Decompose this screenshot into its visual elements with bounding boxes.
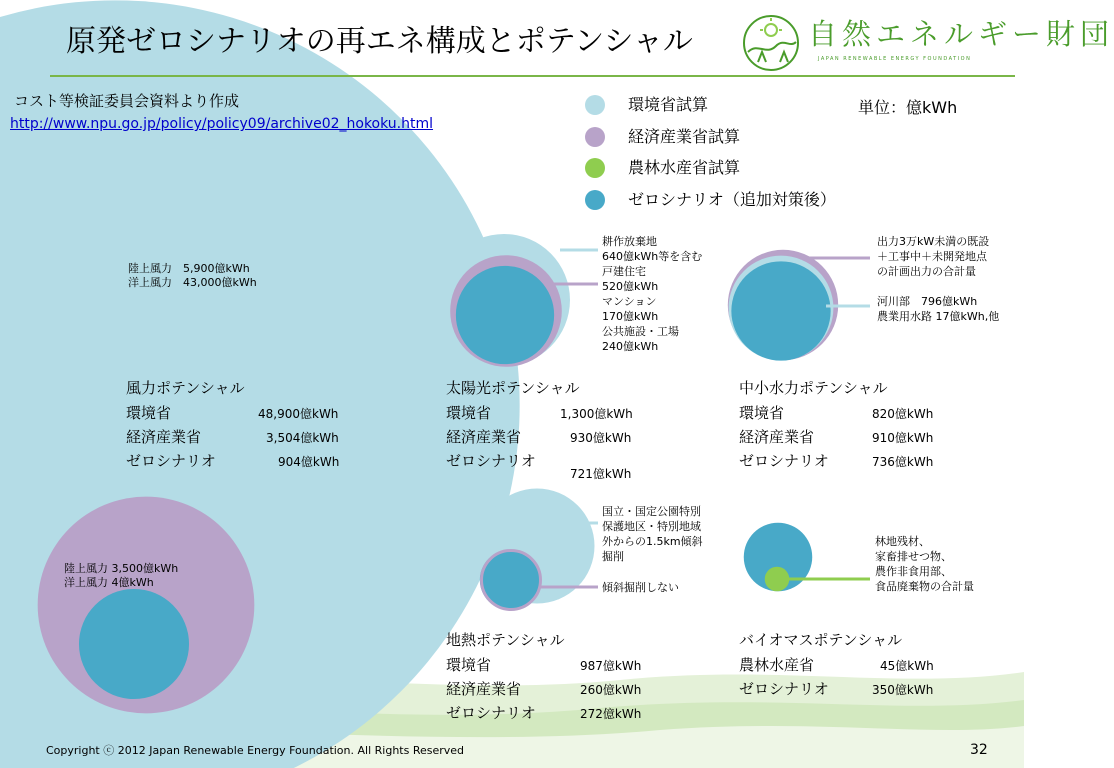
unit-label: 単位：億kWh	[858, 98, 958, 117]
hydro-row-label: 環境省	[739, 404, 785, 422]
wind-annotation: 陸上風力 3,500億kWh 洋上風力 4億kWh	[64, 562, 179, 589]
legend-swatch-maff	[585, 158, 605, 178]
copyright: Copyright ⓒ 2012 Japan Renewable Energy Foundation. All Rights Reserved	[46, 744, 465, 757]
foundation-logo-icon	[740, 12, 804, 72]
hydro-row-label: ゼロシナリオ	[739, 452, 829, 470]
geothermal-annotation: 国立・国定公園特別 保護地区・特別地域 外からの1.5km傾斜 掘削	[602, 505, 703, 563]
solar-row-value: 721億kWh	[570, 467, 632, 481]
title-underline	[50, 75, 1015, 77]
biomass-row-value: 45億kWh	[880, 659, 934, 673]
wind-row-label: 経済産業省	[126, 428, 202, 446]
wind-annotation: 陸上風力 5,900億kWh 洋上風力 43,000億kWh	[128, 262, 257, 289]
solar-caption-title: 太陽光ポテンシャル	[446, 379, 580, 397]
legend-swatch-zero	[585, 190, 605, 210]
geothermal-row-value: 987億kWh	[580, 659, 642, 673]
source-note: コスト等検証委員会資料より作成	[14, 92, 240, 110]
hydro-annotation: 出力3万kW未満の既設 ＋工事中＋未開発地点 の計画出力の合計量	[877, 235, 990, 278]
biomass-annotation: 林地残材、 家畜排せつ物、 農作非食用部、 食品廃棄物の合計量	[875, 535, 974, 593]
biomass-row-value: 350億kWh	[872, 683, 934, 697]
solar-row-value: 930億kWh	[570, 431, 632, 445]
hydro-row-value: 820億kWh	[872, 407, 934, 421]
hydro-row-value: 736億kWh	[872, 455, 934, 469]
legend-label: ゼロシナリオ（追加対策後）	[628, 190, 836, 209]
hydro-row-label: 経済産業省	[739, 428, 815, 446]
biomass-caption-title: バイオマスポテンシャル	[739, 631, 903, 649]
solar-bubble-zero	[456, 266, 554, 364]
geothermal-annotation: 傾斜掘削しない	[602, 581, 679, 594]
page-number: 32	[970, 742, 988, 758]
solar-row-label: 環境省	[446, 404, 492, 422]
solar-row-value: 1,300億kWh	[560, 407, 633, 421]
wind-row-label: 環境省	[126, 404, 172, 422]
wind-row-value: 3,504億kWh	[266, 431, 339, 445]
hydro-row-value: 910億kWh	[872, 431, 934, 445]
legend-swatch-moe	[585, 95, 605, 115]
geothermal-row-label: 環境省	[446, 656, 492, 674]
biomass-row-label: ゼロシナリオ	[739, 680, 829, 698]
source-link[interactable]: http://www.npu.go.jp/policy/policy09/archive02_hokoku.html	[10, 116, 434, 132]
wind-bubble-zero	[79, 589, 189, 699]
solar-annotation: 耕作放棄地 640億kWh等を含む 戸建住宅 520億kWh マンション 170億kWh 公共施設・工場 240億kWh	[602, 235, 703, 353]
geothermal-row-value: 272億kWh	[580, 707, 642, 721]
legend-label: 経済産業省試算	[628, 127, 741, 146]
wind-row-label: ゼロシナリオ	[126, 452, 216, 470]
solar-row-label: ゼロシナリオ	[446, 452, 536, 470]
legend-label: 環境省試算	[628, 95, 709, 114]
biomass-row-label: 農林水産省	[739, 656, 815, 674]
legend-swatch-meti	[585, 127, 605, 147]
geothermal-row-value: 260億kWh	[580, 683, 642, 697]
geothermal-caption-title: 地熱ポテンシャル	[446, 631, 565, 649]
wind-row-value: 904億kWh	[278, 455, 340, 469]
legend-label: 農林水産省試算	[628, 158, 741, 177]
solar-row-label: 経済産業省	[446, 428, 522, 446]
hydro-annotation: 河川部 796億kWh 農業用水路 17億kWh,他	[877, 295, 1000, 323]
foundation-name: 自然エネルギー財団	[808, 17, 1114, 51]
geothermal-row-label: 経済産業省	[446, 680, 522, 698]
wind-row-value: 48,900億kWh	[258, 407, 339, 421]
geothermal-row-label: ゼロシナリオ	[446, 704, 536, 722]
hydro-caption-title: 中小水力ポテンシャル	[739, 379, 888, 397]
hydro-bubble-zero	[731, 261, 830, 360]
page-title: 原発ゼロシナリオの再エネ構成とポテンシャル	[66, 24, 693, 59]
wind-caption-title: 風力ポテンシャル	[126, 379, 245, 397]
foundation-english-name: JAPAN RENEWABLE ENERGY FOUNDATION	[818, 56, 972, 62]
